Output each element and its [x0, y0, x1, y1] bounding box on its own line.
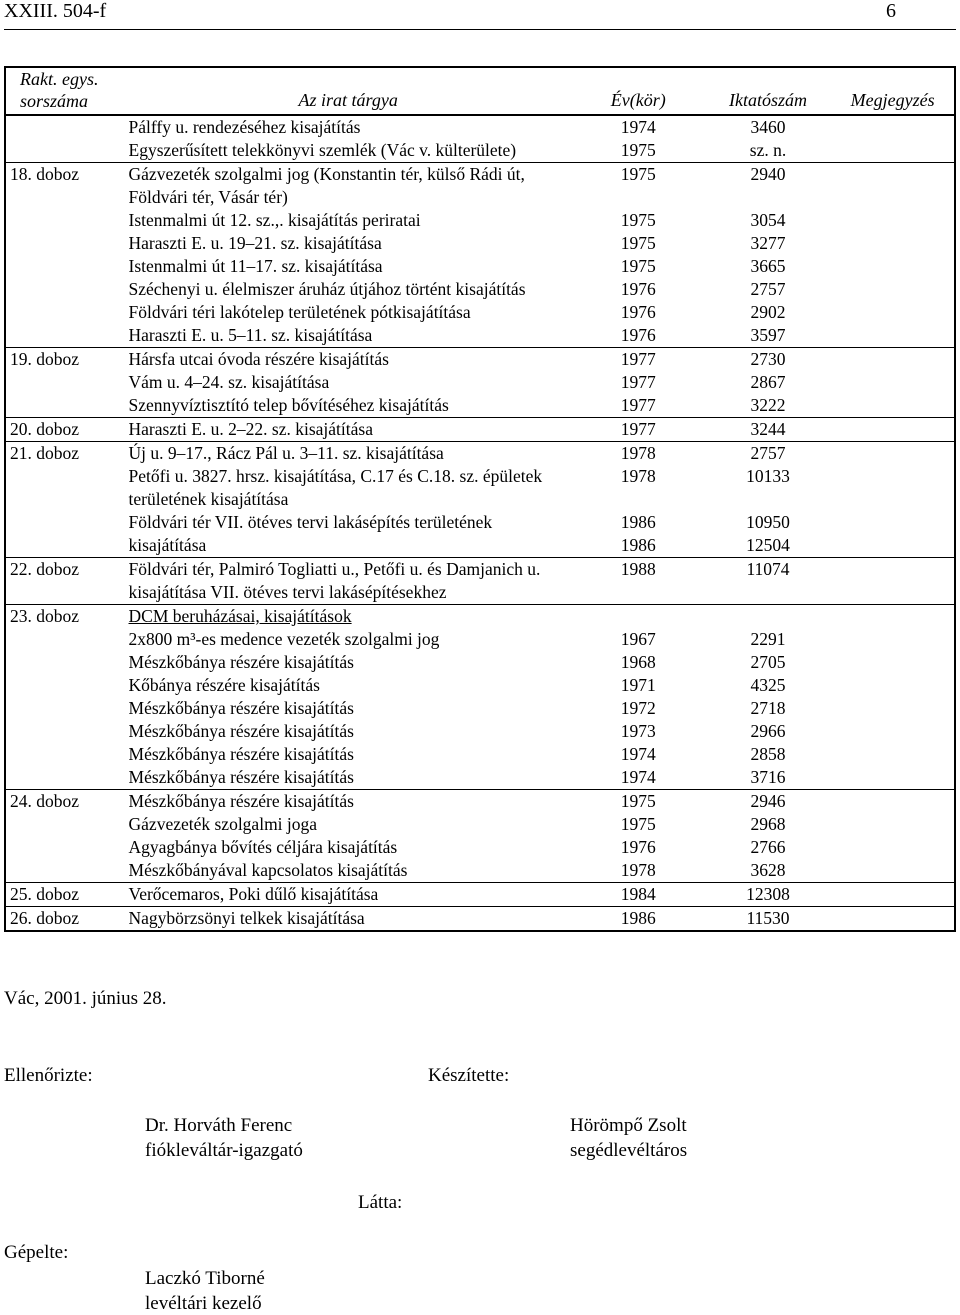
box-label	[5, 766, 125, 790]
box-group	[5, 558, 955, 605]
number-cell: sz. n.	[749, 140, 787, 160]
year-cell: 1974	[568, 115, 705, 139]
subject-cell: Mészkőbánya részére kisajátítás	[128, 767, 354, 787]
year-cell: 1974	[620, 744, 656, 764]
box-label	[5, 720, 125, 743]
number-cell: 2718	[750, 698, 786, 718]
remarks-cell	[827, 394, 955, 418]
box-label: 19. doboz	[5, 348, 125, 372]
year-cell: 1975	[568, 163, 705, 210]
subject-cell: Haraszti E. u. 5–11. sz. kisajátítása	[128, 325, 373, 345]
number-cell: 3054	[750, 210, 786, 230]
table-row	[5, 442, 955, 466]
column-header-subject: Az irat tárgya	[125, 67, 568, 115]
box-label: 24. doboz	[5, 790, 125, 814]
number-cell: 2902	[750, 302, 786, 322]
box-label	[5, 465, 125, 511]
table-row	[5, 651, 955, 674]
year-cell: 1977	[568, 418, 705, 442]
remarks-cell	[827, 883, 955, 907]
remarks-cell	[827, 766, 955, 790]
box-label: 22. doboz	[5, 558, 125, 605]
box-label	[5, 743, 125, 766]
box-label: 25. doboz	[5, 883, 125, 907]
typist-name: Laczkó Tiborné	[145, 1268, 265, 1289]
remarks-cell	[827, 255, 955, 278]
header-rule	[4, 29, 956, 30]
checker-name: Dr. Horváth Ferenc	[145, 1115, 293, 1136]
subject-cell: DCM beruházásai, kisajátítások	[125, 605, 568, 629]
box-label	[5, 674, 125, 697]
prepared-by-label: Készítette:	[428, 1065, 510, 1086]
year-cell: 1976	[620, 325, 656, 345]
box-label	[5, 859, 125, 883]
table-row	[5, 813, 955, 836]
table-row	[5, 232, 955, 255]
year-cell: 1978	[620, 466, 656, 486]
remarks-cell	[827, 813, 955, 836]
box-group	[5, 418, 955, 442]
remarks-cell	[827, 651, 955, 674]
subject-cell: Földvári téri lakótelep területének pótkisajátítása	[128, 302, 471, 322]
number-cell: 10133	[746, 466, 790, 486]
checker-title: fiókleváltár-igazgató	[145, 1140, 303, 1161]
box-group	[5, 115, 955, 163]
remarks-cell	[827, 209, 955, 232]
table-row	[5, 163, 955, 210]
year-cell	[568, 605, 705, 629]
column-header-year: Év(kör)	[568, 67, 705, 115]
year-cell: 1986 1986	[620, 512, 656, 555]
subject-cell: Mészkőbánya részére kisajátítás	[125, 790, 568, 814]
box-group	[5, 883, 955, 907]
box-label: 20. doboz	[5, 418, 125, 442]
subject-cell: Mészkőbánya részére kisajátítás	[128, 652, 354, 672]
subject-cell: Mészkőbánya részére kisajátítás	[128, 721, 354, 741]
remarks-cell	[827, 418, 955, 442]
checked-by-label: Ellenőrizte:	[4, 1065, 93, 1086]
table-row	[5, 324, 955, 348]
table-row	[5, 301, 955, 324]
box-label	[5, 511, 125, 558]
number-cell: 2946	[705, 790, 828, 814]
subject-cell: Vám u. 4–24. sz. kisajátítása	[128, 372, 330, 392]
seen-label: Látta:	[358, 1192, 403, 1213]
year-cell: 1975	[620, 233, 656, 253]
typist-title: levéltári kezelő	[145, 1293, 262, 1314]
box-label	[5, 139, 125, 163]
number-cell: 3628	[750, 860, 786, 880]
subject-cell: Széchenyi u. élelmiszer áruház útjához történt kisajátítás	[128, 279, 526, 299]
column-header-unit: Rakt. egys. sorszáma	[5, 67, 125, 115]
remarks-cell	[827, 511, 955, 558]
table-row	[5, 511, 955, 558]
table-row	[5, 371, 955, 394]
year-cell: 1968	[620, 652, 656, 672]
year-cell: 1977	[620, 372, 656, 392]
subject-cell: Földvári tér VII. ötéves tervi lakásépítés területének kisajátítása	[128, 512, 493, 555]
year-cell: 1975	[620, 140, 656, 160]
table-row	[5, 605, 955, 629]
year-cell: 1976	[620, 837, 656, 857]
box-group	[5, 163, 955, 348]
box-group	[5, 348, 955, 418]
number-cell: 2757	[705, 442, 828, 466]
box-label	[5, 209, 125, 232]
subject-cell: Földvári tér, Palmiró Togliatti u., Petőfi u. és Damjanich u. kisajátítása VII. ötéves tervi lakásépítésekhez	[125, 558, 568, 605]
subject-cell: Gázvezeték szolgalmi joga	[128, 814, 318, 834]
number-cell: 3277	[750, 233, 786, 253]
year-cell: 1984	[568, 883, 705, 907]
number-cell: 2705	[750, 652, 786, 672]
year-cell: 1975	[620, 210, 656, 230]
number-cell: 4325	[750, 675, 786, 695]
box-group	[5, 790, 955, 883]
year-cell: 1974	[620, 767, 656, 787]
box-label	[5, 278, 125, 301]
subject-cell: Istenmalmi út 12. sz.,. kisajátítás periratai	[128, 210, 421, 230]
number-cell	[705, 605, 828, 629]
year-cell: 1977	[568, 348, 705, 372]
year-cell: 1971	[620, 675, 656, 695]
remarks-cell	[827, 697, 955, 720]
table-row	[5, 743, 955, 766]
number-cell: 2858	[750, 744, 786, 764]
number-cell: 3597	[750, 325, 786, 345]
box-label	[5, 371, 125, 394]
remarks-cell	[827, 743, 955, 766]
box-label: 23. doboz	[5, 605, 125, 629]
box-label	[5, 301, 125, 324]
remarks-cell	[827, 859, 955, 883]
column-header-remarks: Megjegyzés	[827, 67, 955, 115]
place-date: Vác, 2001. június 28.	[4, 988, 167, 1009]
box-label	[5, 115, 125, 139]
remarks-cell	[827, 348, 955, 372]
subject-cell: Petőfi u. 3827. hrsz. kisajátítása, C.17 és C.18. sz. épületek területének kisajátítása	[128, 466, 543, 509]
table-row	[5, 674, 955, 697]
subject-cell: Mészkőbányával kapcsolatos kisajátítás	[128, 860, 408, 880]
number-cell: 3222	[750, 395, 786, 415]
preparer-name: Hörömpő Zsolt	[570, 1115, 687, 1136]
table-header-row	[5, 67, 955, 115]
remarks-cell	[827, 442, 955, 466]
year-cell: 1986	[568, 907, 705, 932]
table-row	[5, 907, 955, 932]
subject-cell: Istenmalmi út 11–17. sz. kisajátítása	[128, 256, 383, 276]
number-cell: 2940	[705, 163, 828, 210]
number-cell: 3244	[705, 418, 828, 442]
subject-cell: 2x800 m³-es medence vezeték szolgalmi jog	[128, 629, 440, 649]
table-row	[5, 628, 955, 651]
box-label: 18. doboz	[5, 163, 125, 210]
box-group	[5, 605, 955, 790]
remarks-cell	[827, 720, 955, 743]
remarks-cell	[827, 465, 955, 511]
box-label	[5, 394, 125, 418]
box-label	[5, 255, 125, 278]
number-cell: 12308	[705, 883, 828, 907]
subject-cell: Mészkőbánya részére kisajátítás	[128, 744, 354, 764]
number-cell: 2766	[750, 837, 786, 857]
number-cell: 2966	[750, 721, 786, 741]
table-row	[5, 697, 955, 720]
subject-cell: Pálffy u. rendezéséhez kisajátítás	[125, 115, 568, 139]
remarks-cell	[827, 301, 955, 324]
table-row	[5, 465, 955, 511]
table-row	[5, 836, 955, 859]
remarks-cell	[827, 163, 955, 210]
number-cell: 3716	[750, 767, 786, 787]
year-cell: 1975	[568, 790, 705, 814]
subject-cell: Nagybörzsönyi telkek kisajátítása	[125, 907, 568, 932]
table-row	[5, 883, 955, 907]
remarks-cell	[827, 790, 955, 814]
year-cell: 1976	[620, 279, 656, 299]
box-label	[5, 232, 125, 255]
remarks-cell	[827, 139, 955, 163]
box-label	[5, 697, 125, 720]
subject-cell: Agyagbánya bővítés céljára kisajátítás	[128, 837, 398, 857]
table-row	[5, 255, 955, 278]
remarks-cell	[827, 232, 955, 255]
table-row	[5, 394, 955, 418]
table-row	[5, 139, 955, 163]
number-cell: 2757	[750, 279, 786, 299]
subject-cell: Mészkőbánya részére kisajátítás	[128, 698, 354, 718]
remarks-cell	[827, 278, 955, 301]
box-label: 21. doboz	[5, 442, 125, 466]
preparer-title: segédlevéltáros	[570, 1140, 688, 1161]
box-label	[5, 651, 125, 674]
box-label	[5, 628, 125, 651]
remarks-cell	[827, 558, 955, 605]
year-cell: 1967	[620, 629, 656, 649]
remarks-cell	[827, 115, 955, 139]
box-label	[5, 324, 125, 348]
remarks-cell	[827, 371, 955, 394]
document-reference: XXIII. 504-f	[4, 0, 107, 22]
subject-cell: Szennyvíztisztító telep bővítéséhez kisajátítás	[128, 395, 449, 415]
subject-cell: Kőbánya részére kisajátítás	[128, 675, 320, 695]
number-cell: 2968	[750, 814, 786, 834]
year-cell: 1975	[620, 256, 656, 276]
box-label: 26. doboz	[5, 907, 125, 932]
page-number: 6	[886, 0, 896, 22]
column-header-number: Iktatószám	[705, 67, 828, 115]
number-cell: 3460	[705, 115, 828, 139]
table-row	[5, 766, 955, 790]
box-label	[5, 836, 125, 859]
table-row	[5, 790, 955, 814]
year-cell: 1977	[620, 395, 656, 415]
number-cell: 11074	[705, 558, 828, 605]
typed-by-label: Gépelte:	[4, 1242, 69, 1263]
table-row	[5, 418, 955, 442]
remarks-cell	[827, 324, 955, 348]
number-cell: 2867	[750, 372, 786, 392]
box-group	[5, 442, 955, 558]
number-cell: 2730	[705, 348, 828, 372]
year-cell: 1972	[620, 698, 656, 718]
number-cell: 3665	[750, 256, 786, 276]
remarks-cell	[827, 836, 955, 859]
register-table	[4, 66, 956, 932]
number-cell: 11530	[705, 907, 828, 932]
subject-cell: Haraszti E. u. 19–21. sz. kisajátítása	[128, 233, 382, 253]
year-cell: 1988	[568, 558, 705, 605]
number-cell: 2291	[750, 629, 786, 649]
number-cell: 10950 12504	[746, 512, 790, 555]
year-cell: 1978	[568, 442, 705, 466]
remarks-cell	[827, 674, 955, 697]
year-cell: 1975	[620, 814, 656, 834]
subject-cell: Gázvezeték szolgalmi jog (Konstantin tér, külső Rádi út, Földvári tér, Vásár tér)	[125, 163, 568, 210]
table-row	[5, 209, 955, 232]
table-row	[5, 720, 955, 743]
subject-cell: Egyszerűsített telekkönyvi szemlék (Vác v. külterülete)	[128, 140, 517, 160]
subject-cell: Új u. 9–17., Rácz Pál u. 3–11. sz. kisajátítása	[125, 442, 568, 466]
table-row	[5, 558, 955, 605]
year-cell: 1973	[620, 721, 656, 741]
table-row	[5, 278, 955, 301]
remarks-cell	[827, 907, 955, 932]
table-row	[5, 115, 955, 139]
subject-cell: Hársfa utcai óvoda részére kisajátítás	[125, 348, 568, 372]
box-label	[5, 813, 125, 836]
subject-cell: Haraszti E. u. 2–22. sz. kisajátítása	[125, 418, 568, 442]
table-row	[5, 859, 955, 883]
remarks-cell	[827, 628, 955, 651]
year-cell: 1978	[620, 860, 656, 880]
table-row	[5, 348, 955, 372]
remarks-cell	[827, 605, 955, 629]
year-cell: 1976	[620, 302, 656, 322]
subject-cell: Verőcemaros, Poki dűlő kisajátítása	[125, 883, 568, 907]
box-group	[5, 907, 955, 932]
